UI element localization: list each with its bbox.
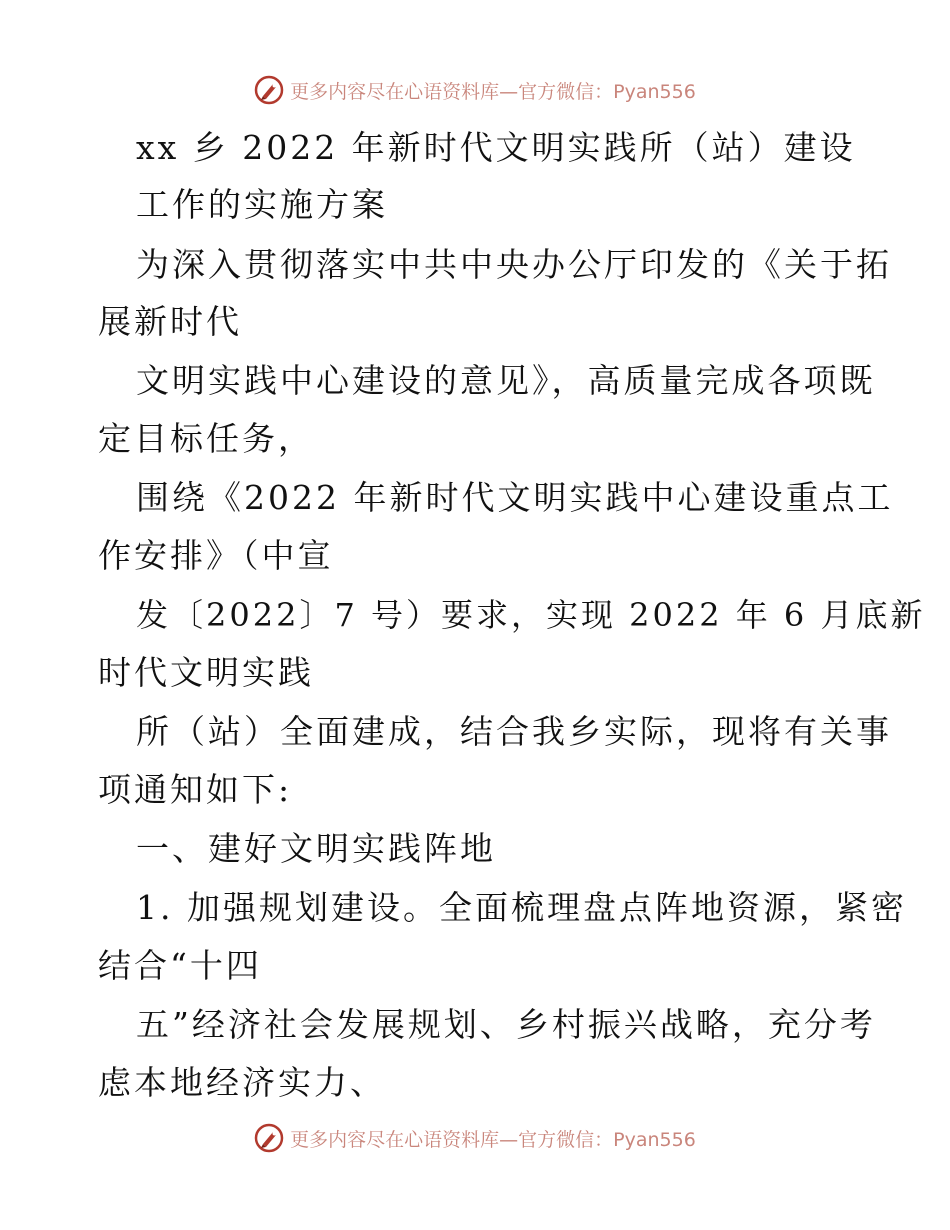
paragraph-line: 围绕《2022 年新时代文明实践中心建设重点工	[136, 478, 894, 517]
footer-watermark-banner	[0, 1120, 950, 1156]
paragraph-line: 项通知如下:	[98, 770, 293, 809]
paragraph-line: 文明实践中心建设的意见》，高质量完成各项既	[136, 361, 876, 400]
paragraph-line: 1. 加强规划建设。全面梳理盘点阵地资源，紧密	[136, 888, 907, 927]
section-heading: 一、建好文明实践阵地	[136, 829, 496, 868]
paragraph-line: 为深入贯彻落实中共中央办公厅印发的《关于拓	[136, 245, 892, 284]
paragraph-line: 虑本地经济实力、	[98, 1063, 386, 1102]
watermark-text: 更多内容尽在心语资料库—官方微信：Pyan556	[290, 80, 696, 103]
paragraph-line: 五”经济社会发展规划、乡村振兴战略，充分考	[136, 1005, 876, 1044]
document-title-line-2: 工作的实施方案	[136, 185, 388, 224]
pen-logo-icon	[254, 1123, 284, 1153]
watermark-text: 更多内容尽在心语资料库—官方微信：Pyan556	[290, 1128, 696, 1151]
paragraph-line: 发〔2022〕7 号）要求，实现 2022 年 6 月底新	[136, 596, 926, 634]
paragraph-line: 定目标任务，	[98, 419, 314, 458]
paragraph-line: 作安排》（中宣	[98, 536, 334, 575]
paragraph-line: 结合“十四	[98, 946, 262, 985]
paragraph-line: 展新时代	[98, 302, 242, 341]
paragraph-line: 所（站）全面建成，结合我乡实际，现将有关事	[136, 712, 892, 751]
paragraph-line: 时代文明实践	[98, 653, 314, 692]
document-title-line-1: xx 乡 2022 年新时代文明实践所（站）建设	[136, 128, 856, 167]
pen-logo-icon	[254, 75, 284, 105]
header-watermark-banner	[0, 72, 950, 108]
